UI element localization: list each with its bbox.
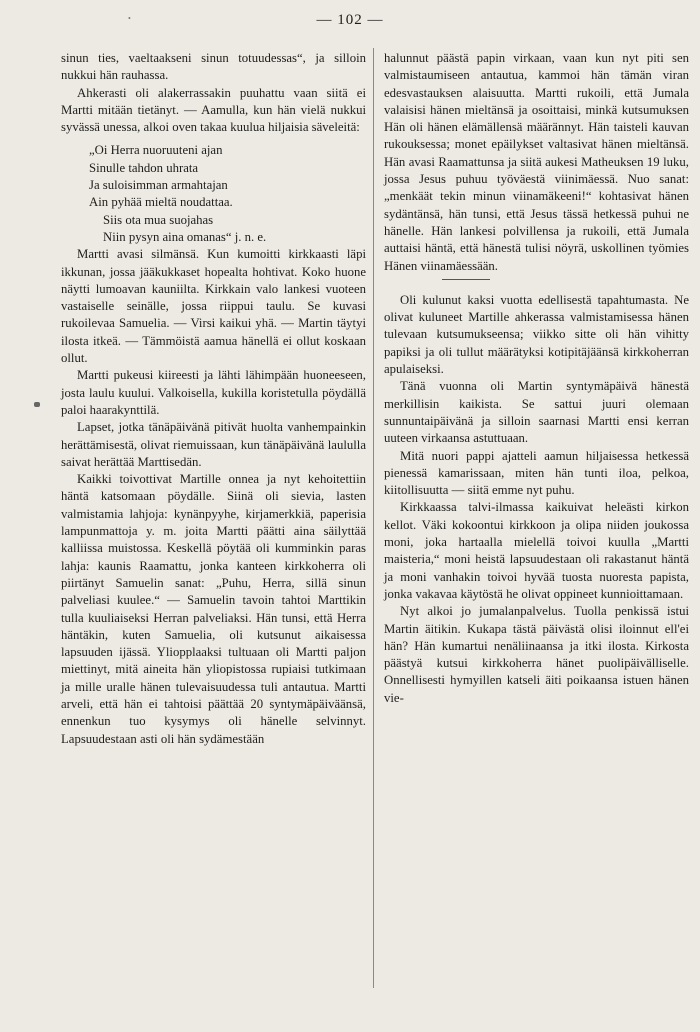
paragraph: Kaikki toivottivat Martille onnea ja nyt kehoitettiin häntä katsomaan pöydälle. Siinä oli sievia, lasten valmistamia lahjoja: kynänpyyhe, kirjamerkkiä, paperisia lampunmattoja y. m. joita Martti päätti aina säilyttää kalliissa muistossa. Keskellä pöytää oli kumminkin paras lahja: kaunis Raamattu, jonka kanteen kirkkoherra oli piirtänyt Samuelin sanat: „Puhu, Herra, sillä sinun palveliasi kuulee.“ — Samuelin tavoin tahtoi Marttikin tulla kuuliaiseksi Herran palveliaksi. Hän tunsi, että Herra häntäkin, kuten Samuelia, oli kutsunut aikaisessa lapsuuden ijässä. Yliopplaaksi tultuaan oli Martti paljon miettinyt, mitä aineita hän yliopistossa rupiaisi tutkimaan ja mille uralle hänen tulevaisuudessa tuli antautua. Martti arveli, että hän ei tahtoisi päättää 20 syntymäpäiväänsä, ennenkun tuo kysymys oli hänelle selvinnyt. Lapsuudestaan asti oli hän sydämestään [61,472,366,746]
right-column [384,50,689,707]
intro-paragraph: sinun ties, vaeltaakseni sinun totuudessas“, ja silloin nukkui hän rauhassa. [61,51,366,83]
section-divider [442,279,490,280]
paragraph: Kirkkaassa talvi-ilmassa kaikuivat heleästi kirkon kellot. Väki kokoontui kirkkoon ja olipa niiden joukossa moni, joka hartaalla mielellä toivoi kuulla „Martti maisteria,“ moni heistä lapsuudestaan oli rakastanut häntä ja moni vanhakin toivoi hyvää tuosta nuoresta papista, jonka vakavaa käytöstä he olivat oppineet kunnioittamaan. [384,500,689,601]
paragraph: Tänä vuonna oli Martin syntymäpäivä hänestä merkillisin kaikista. Se sattui juuri olemaan sunnuntaipäivänä ja silloin saarnasi Martti ensi kerran uuteen virkaansa astuttuaan. [384,379,689,446]
page-number: — 102 — [316,12,384,28]
paragraph: Martti pukeusi kiireesti ja lähti lähimpään huoneeseen, josta laulu kuului. Valkoisella, kukilla koristetulla pöydällä paloi haarakynttilä. [61,368,366,417]
paragraph: Ahkerasti oli alakerrassakin puuhattu vaan siitä ei Martti mitään tietänyt. — Aamulla, kun hän vielä nukkui syvässä unessa, alkoi oven takaa kuulua hiljaisia säveleitä: [61,85,366,135]
left-column [61,50,366,748]
paragraph: Oli kulunut kaksi vuotta edellisestä tapahtumasta. Ne olivat kuluneet Martille ahkerassa valmistamisessa hänen tulevaan kutsumukseensa; viikko sitte oli hän vihitty papiksi ja oli tullut määrätyksi kotipitäjäänsä kirkkoherran apulaiseksi. [384,292,689,377]
paragraph: Lapset, jotka tänäpäivänä pitivät huolta vanhempainkin herättämisestä, olivat riemuissaan, kun tänäpäivänä laululla saivat herättää Marttisedän. [61,420,366,469]
column-divider [373,48,374,988]
hymn-line: Niin pysyn aina omanas“ j. n. e. [103,229,267,244]
print-speck: • [128,14,131,23]
hymn-line: Ain pyhää mieltä noudattaa. [89,195,233,210]
hymn-line: „Oi Herra nuoruuteni ajan [89,143,223,158]
paragraph: Nyt alkoi jo jumalanpalvelus. Tuolla penkissä istui Martin äitikin. Kukapa tästä päivästä olisi iloinnut ell'ei hän? Hän kumartui nenäliinaansa ja itki ilosta. Kirkosta päästyä kutsui kirkkoherra hänet puolipäivälliselle. Onnellisesti hymyillen katseli äiti poikaansa istuen hänen vie- [384,604,689,705]
paragraph: halunnut päästä papin virkaan, vaan kun nyt piti sen valmistaumiseen antautua, kammoi hän tämän viran edesvastauksen alaisuutta. Martti rukoili, että Jumala valaisisi hänen mieltänsä ja osoittaisi, minkä kutsumuksen Hän oli hänen elämällensä määrännyt. Hän taisteli kauvan rukouksessa; monet epäilykset valtasivat hänen mieltänsä. Hän avasi Raamattunsa ja siitä aukesi Matheuksen 19 luku, jossa Jesus puhuu työväestä viinimäessä. Nuo sanat: „menkäät tekin minun viinamäkeeni!“ kohtasivat hänen sydäntänsä, hän tunsi, että Jesus tässä hetkessä puhui ne hänelle. Hän lankesi polvillensa ja rukoili, että Jumala auttaisi häntä, että hänestä tulisi nöyrä, uskollinen työmies Hänen viinamäessään. [384,51,689,273]
hymn-line: Siis ota mua suojahas [103,212,214,227]
paragraph: Martti avasi silmänsä. Kun kumoitti kirkkaasti läpi ikkunan, jossa jääkukkaset hopealta hohtivat. Koko huone näytti lumoavan kauniilta. Kirkkain valo lankesi vuoteen vastaiselle seinälle, jossa riippui taulu. Se kuvasi rukoilevaa Samuelia. — Virsi kaikui yhä. — Martin täytyi ilosta itkeä. — Tämmöistä aamua hänellä ei ollut koskaan ollut. [61,247,366,366]
hymn-verse [89,142,366,246]
paragraph: Mitä nuori pappi ajatteli aamun hiljaisessa hetkessä pienessä kamarissaan, miten hän tunti iloa, pelkoa, kiitollisuutta — siitä emme nyt puhu. [384,448,689,498]
hymn-line: Ja suloisimman armahtajan [89,178,228,193]
hymn-line: Sinulle tahdon uhrata [89,160,199,175]
margin-mark [34,402,40,407]
